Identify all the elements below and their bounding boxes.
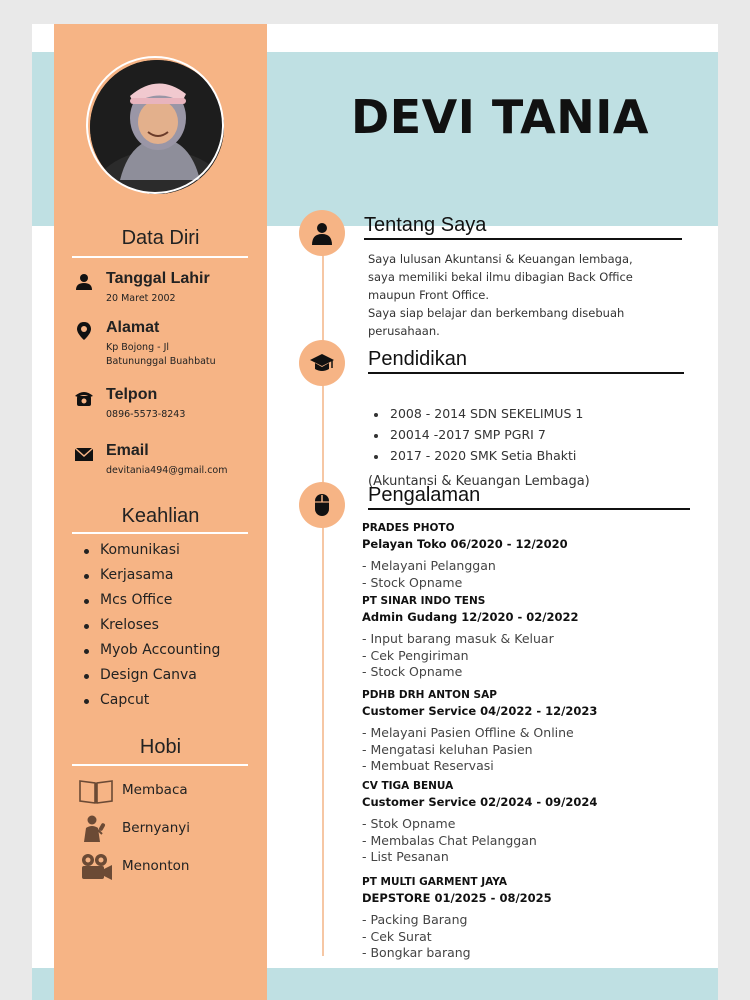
person-icon	[74, 272, 94, 292]
education-item: 2017 - 2020 SMK Setia Bhakti	[368, 448, 583, 469]
hobby-reading	[78, 776, 258, 810]
job-task: - Cek Pengiriman	[362, 647, 469, 663]
about-line: saya memiliki bekal ilmu dibagian Back Office	[368, 270, 633, 284]
job-task-list	[362, 912, 702, 962]
phone-icon	[74, 388, 94, 408]
address-line-2: Batununggal Buahbatu	[106, 356, 216, 367]
education-item: 2008 - 2014 SDN SEKELIMUS 1	[368, 406, 583, 427]
job-company: PT MULTI GARMENT JAYA	[362, 876, 507, 888]
education-note: (Akuntansi & Keuangan Lembaga)	[368, 474, 590, 489]
about-heading: Tentang Saya	[364, 214, 487, 236]
experience-circle	[299, 482, 345, 528]
skill-item: Design Canva	[82, 667, 220, 692]
skills-list	[82, 542, 220, 717]
hobby-label: Menonton	[122, 858, 190, 874]
job-task: - Melayani Pasien Offline & Online	[362, 725, 574, 740]
birthdate-label: Tanggal Lahir	[106, 270, 210, 287]
job-task: - Stock Opname	[362, 664, 463, 679]
sidebar	[54, 24, 267, 1000]
job-task: - Packing Barang	[362, 912, 468, 927]
job-task: - Cek Surat	[362, 928, 432, 944]
hobby-singing	[78, 814, 258, 848]
about-circle	[299, 210, 345, 256]
email-value: devitania494@gmail.com	[106, 465, 228, 476]
envelope-icon	[74, 444, 94, 464]
education-item: 20014 -2017 SMP PGRI 7	[368, 427, 583, 448]
about-line: Saya lulusan Akuntansi & Keuangan lembaga,	[368, 252, 633, 266]
job-task-list	[362, 558, 702, 591]
job-task: - Mengatasi keluhan Pasien	[362, 741, 533, 757]
job-role: Customer Service 04/2022 - 12/2023	[362, 704, 598, 718]
graduation-cap-icon	[310, 351, 334, 375]
job-task: - Input barang masuk & Keluar	[362, 631, 554, 646]
person-icon	[310, 221, 334, 245]
job-task: - Stock Opname	[362, 574, 463, 590]
job-company: PRADES PHOTO	[362, 522, 455, 534]
avatar-ring	[86, 56, 224, 194]
data-diri-heading: Data Diri	[121, 227, 200, 249]
email-label: Email	[106, 442, 149, 459]
skill-item: Kreloses	[82, 617, 220, 642]
address-label: Alamat	[106, 319, 160, 336]
job-task: - Membalas Chat Pelanggan	[362, 832, 537, 848]
camera-icon	[78, 852, 114, 882]
skill-item: Komunikasi	[82, 542, 220, 567]
hobby-label: Membaca	[122, 782, 188, 798]
experience-heading: Pengalaman	[368, 484, 481, 506]
job-entry	[362, 875, 702, 962]
about-text	[368, 250, 698, 340]
location-pin-icon	[74, 321, 94, 341]
skill-item: Kerjasama	[82, 567, 220, 592]
job-task: - Bongkar barang	[362, 945, 471, 960]
page-title: DEVI TANIA	[351, 90, 649, 144]
hobi-divider	[72, 764, 248, 766]
book-icon	[78, 776, 114, 806]
hobby-label: Bernyanyi	[122, 820, 190, 836]
phone-value: 0896-5573-8243	[106, 409, 186, 420]
job-company: PDHB DRH ANTON SAP	[362, 689, 497, 701]
job-entry	[362, 521, 702, 591]
job-task-list	[362, 631, 702, 681]
job-task: - Membuat Reservasi	[362, 758, 494, 773]
phone-label: Telpon	[106, 386, 158, 403]
singer-icon	[78, 814, 114, 844]
address-line-1: Kp Bojong - Jl	[106, 342, 170, 353]
about-line: perusahaan.	[368, 324, 440, 338]
job-task: - Melayani Pelanggan	[362, 558, 496, 573]
job-task: - List Pesanan	[362, 849, 449, 864]
job-role: Pelayan Toko 06/2020 - 12/2020	[362, 537, 568, 551]
keahlian-heading: Keahlian	[121, 505, 200, 527]
job-entry	[362, 594, 702, 681]
skill-item: Myob Accounting	[82, 642, 220, 667]
job-company: CV TIGA BENUA	[362, 780, 454, 792]
education-list	[368, 406, 583, 469]
data-diri-divider	[72, 256, 248, 258]
job-role: Customer Service 02/2024 - 09/2024	[362, 795, 598, 809]
hobi-heading: Hobi	[139, 736, 182, 758]
address-value	[106, 341, 266, 369]
job-task-list	[362, 725, 702, 775]
education-circle	[299, 340, 345, 386]
job-entry	[362, 688, 702, 775]
about-divider	[364, 238, 682, 240]
mouse-icon	[310, 493, 334, 517]
job-role: Admin Gudang 12/2020 - 02/2022	[362, 610, 579, 624]
education-heading: Pendidikan	[368, 348, 467, 370]
about-line: maupun Front Office.	[368, 288, 490, 302]
job-task-list	[362, 816, 702, 866]
job-company: PT SINAR INDO TENS	[362, 595, 486, 607]
job-entry	[362, 779, 702, 866]
resume-page	[32, 24, 718, 1000]
hobby-watching	[78, 852, 258, 886]
birthdate-value: 20 Maret 2002	[106, 293, 176, 304]
education-divider	[368, 372, 684, 374]
skill-item: Capcut	[82, 692, 220, 717]
job-role: DEPSTORE 01/2025 - 08/2025	[362, 891, 552, 905]
about-line: Saya siap belajar dan berkembang disebuah	[368, 306, 625, 320]
experience-divider	[368, 508, 690, 510]
keahlian-divider	[72, 532, 248, 534]
skill-item: Mcs Office	[82, 592, 220, 617]
job-task: - Stok Opname	[362, 816, 456, 831]
